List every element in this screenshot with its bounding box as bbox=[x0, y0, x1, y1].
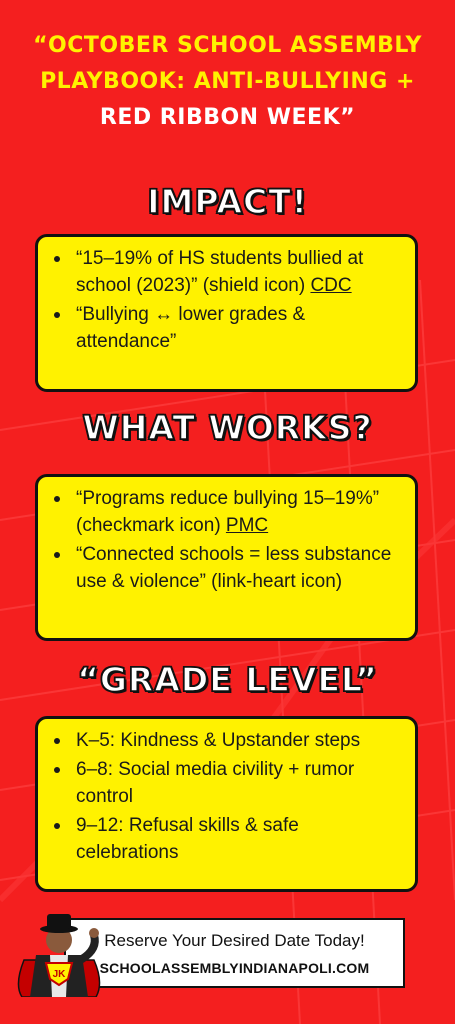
what-works-item-2 bbox=[76, 541, 401, 595]
grade-level-list bbox=[50, 727, 401, 866]
bullet-icon bbox=[54, 823, 60, 829]
cdc-source-link[interactable]: CDC bbox=[310, 275, 352, 296]
superhero-mascot-icon bbox=[14, 905, 104, 997]
grade-level-item-3-text: 9–12: Refusal skills & safe celebrations bbox=[76, 815, 299, 863]
impact-heading: IMPACT! bbox=[147, 182, 308, 221]
title-line-1: “OCTOBER SCHOOL ASSEMBLY bbox=[33, 33, 422, 58]
mascot-badge: JK bbox=[52, 969, 66, 980]
title-line-3: RED RIBBON WEEK” bbox=[99, 105, 356, 130]
page-title bbox=[10, 28, 445, 136]
impact-item-2 bbox=[76, 301, 401, 355]
bullet-icon bbox=[54, 738, 60, 744]
reserve-banner[interactable] bbox=[64, 918, 405, 988]
what-works-list bbox=[50, 485, 401, 595]
grade-level-item-1-text: K–5: Kindness & Upstander steps bbox=[76, 730, 361, 751]
what-works-item-1 bbox=[76, 485, 401, 539]
grade-level-card bbox=[35, 716, 418, 892]
bullet-icon bbox=[54, 552, 60, 558]
bullet-icon bbox=[54, 767, 60, 773]
website-link[interactable]: SCHOOLASSEMBLYINDIANAPOLI.COM bbox=[99, 960, 370, 976]
impact-item-1 bbox=[76, 245, 401, 299]
what-works-card bbox=[35, 474, 418, 641]
impact-item-2-text: “Bullying ↔ lower grades & attendance” bbox=[76, 304, 306, 352]
what-works-heading: WHAT WORKS? bbox=[82, 408, 373, 447]
what-works-item-2-text: “Connected schools = less substance use & violence” (link-heart icon) bbox=[76, 544, 392, 592]
grade-level-item-1 bbox=[76, 727, 401, 754]
what-works-item-1-text: “Programs reduce bullying 15–19%” (checkmark icon) bbox=[76, 488, 380, 536]
grade-level-item-2-text: 6–8: Social media civility + rumor control bbox=[76, 759, 355, 807]
impact-list bbox=[50, 245, 401, 355]
pmc-source-link[interactable]: PMC bbox=[225, 515, 269, 536]
bullet-icon bbox=[54, 496, 60, 502]
title-line-2: PLAYBOOK: ANTI-BULLYING + bbox=[40, 69, 415, 94]
bullet-icon bbox=[54, 256, 60, 262]
impact-item-1-text: “15–19% of HS students bullied at school (2023)” (shield icon) bbox=[76, 248, 364, 296]
impact-card bbox=[35, 234, 418, 392]
grade-level-heading: “GRADE LEVEL” bbox=[77, 660, 378, 699]
grade-level-item-2 bbox=[76, 756, 401, 810]
bullet-icon bbox=[54, 312, 60, 318]
grade-level-item-3 bbox=[76, 812, 401, 866]
reserve-text: Reserve Your Desired Date Today! bbox=[104, 931, 365, 950]
